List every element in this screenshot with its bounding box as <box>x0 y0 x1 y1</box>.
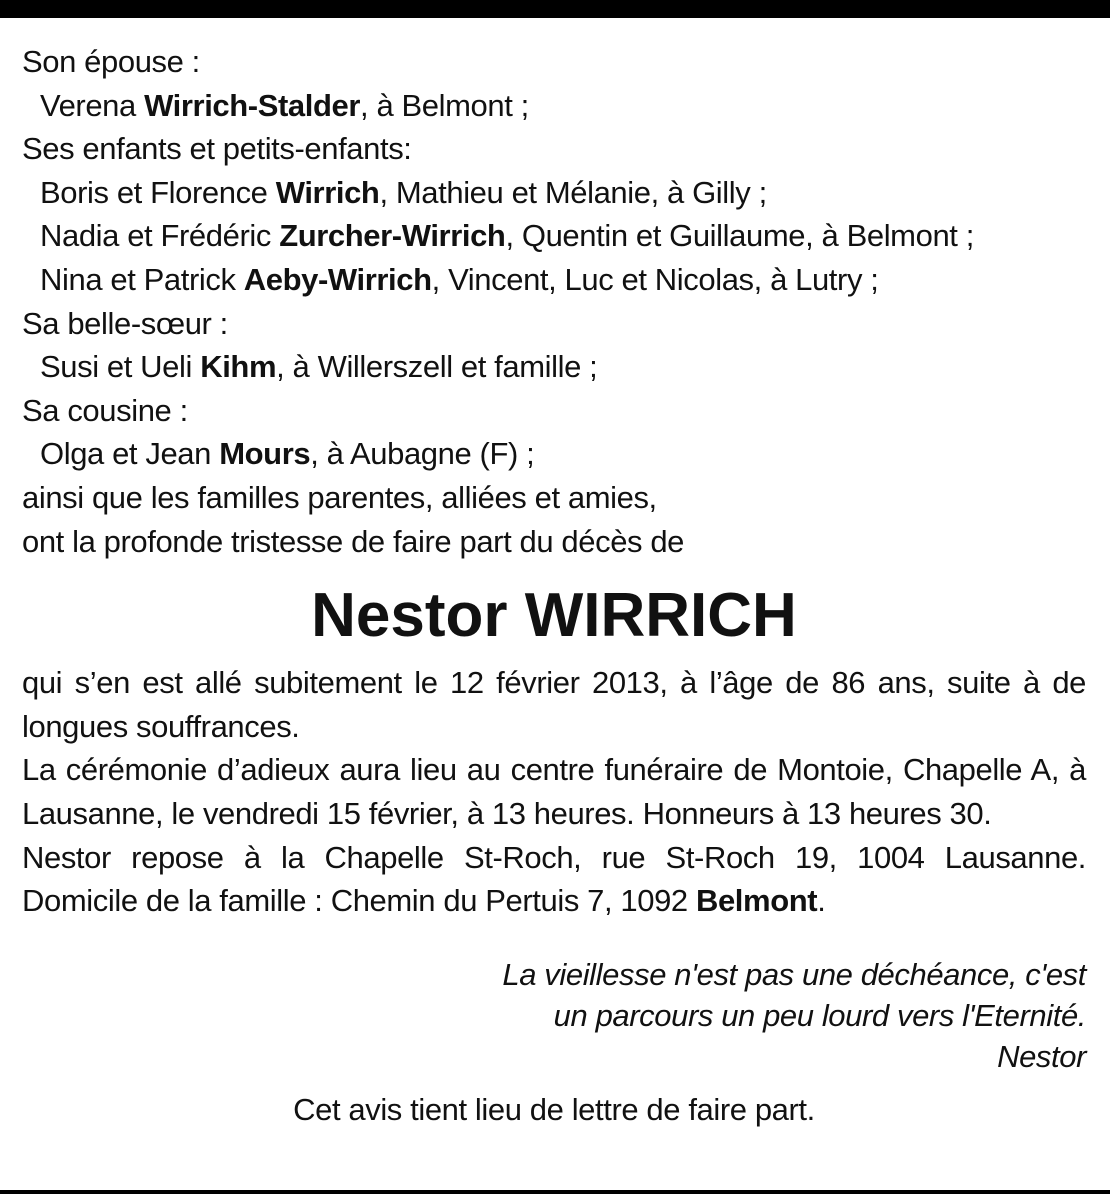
cousin-line <box>22 432 1086 476</box>
closing-note: Cet avis tient lieu de lettre de faire part. <box>293 1091 815 1127</box>
child-details: , Quentin et Guillaume, à Belmont ; <box>505 218 974 254</box>
bottom-border <box>0 1190 1110 1194</box>
cousin-surname: Mours <box>219 436 311 472</box>
rest-paragraph: Nestor repose à la Chapelle St-Roch, rue St-Roch 19, 1004 Lausanne. <box>22 839 1086 875</box>
relatives-line: ainsi que les familles parentes, alliées et amies, <box>22 479 657 515</box>
child-line <box>22 214 1086 258</box>
child-surname: Aeby-Wirrich <box>243 261 432 297</box>
cousin-names: Olga et Jean <box>40 436 220 472</box>
domicile-line <box>22 879 1086 923</box>
obituary-notice <box>22 40 1086 1131</box>
deceased-name: Nestor WIRRICH <box>311 581 797 651</box>
sister-in-law-details: , à Willerszell et famille ; <box>276 349 598 385</box>
quote-author: Nestor <box>997 1038 1086 1074</box>
domicile-town: Belmont <box>695 883 818 919</box>
quote-line-2: un parcours un peu lourd vers l'Eternité. <box>553 997 1086 1033</box>
spouse-line <box>22 84 1086 128</box>
passing-paragraph: qui s’en est allé subitement le 12 février 2013, à l’âge de 86 ans, suite à de longues souffrances. <box>22 665 1086 744</box>
child-names: Nadia et Frédéric <box>40 218 280 254</box>
cousin-details: , à Aubagne (F) ; <box>310 436 535 472</box>
spouse-surname: Wirrich-Stalder <box>144 87 361 123</box>
cousin-label: Sa cousine : <box>22 392 188 428</box>
child-names: Nina et Patrick <box>40 261 244 297</box>
quote-line-1: La vieillesse n'est pas une déchéance, c'est <box>502 956 1086 992</box>
child-details: , Mathieu et Mélanie, à Gilly ; <box>379 174 767 210</box>
sister-in-law-surname: Kihm <box>200 349 277 385</box>
sister-in-law-label: Sa belle-sœur : <box>22 305 228 341</box>
sister-in-law-names: Susi et Ueli <box>40 349 201 385</box>
ceremony-paragraph: La cérémonie d’adieux aura lieu au centre funéraire de Montoie, Chapelle A, à Lausanne, le vendredi 15 février, à 13 heures. Honneurs à 13 heures 30. <box>22 752 1086 831</box>
domicile-address: Domicile de la famille : Chemin du Pertuis 7, 1092 <box>22 883 696 919</box>
child-names: Boris et Florence <box>40 174 276 210</box>
children-label: Ses enfants et petits-enfants: <box>22 131 412 167</box>
announcement-line: ont la profonde tristesse de faire part du décès de <box>22 523 685 559</box>
spouse-location: , à Belmont ; <box>360 87 529 123</box>
child-surname: Wirrich <box>275 174 380 210</box>
top-border <box>0 0 1110 18</box>
quote-block <box>22 954 1086 1077</box>
spouse-label: Son épouse : <box>22 44 200 79</box>
child-surname: Zurcher-Wirrich <box>279 218 506 254</box>
child-line <box>22 171 1086 215</box>
domicile-period: . <box>817 883 826 919</box>
child-details: , Vincent, Luc et Nicolas, à Lutry ; <box>431 261 879 297</box>
spouse-first-name: Verena <box>40 87 145 123</box>
sister-in-law-line <box>22 345 1086 389</box>
child-line <box>22 258 1086 302</box>
